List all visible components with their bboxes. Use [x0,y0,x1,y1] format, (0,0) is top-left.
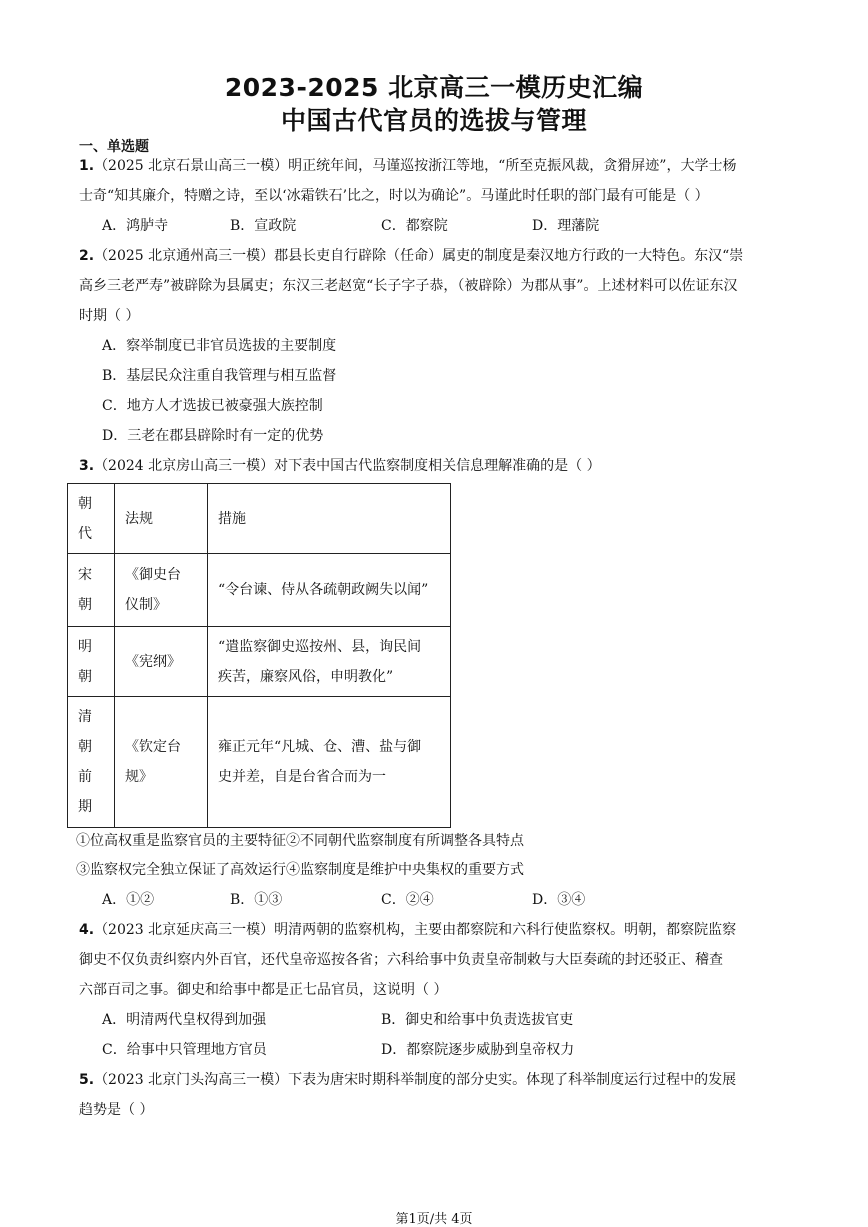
cell-measure: “令台谏、侍从各疏朝政阙失以闻” [208,554,451,627]
document-title-line2: 中国古代官员的选拔与管理 [280,106,587,135]
question-4-number: 4. [79,922,95,938]
q4-option-d: D．都察院逐步威胁到皇帝权力 [381,1042,575,1058]
q1-option-c: C．都察院 [381,218,448,234]
cell-dynasty: 宋 朝 [68,554,115,627]
question-2-number: 2. [79,248,95,264]
cell-law: 《宪纲》 [115,627,208,697]
q2-option-c: C．地方人才选拔已被豪强大族控制 [102,398,323,414]
q1-option-d: D．理藩院 [532,218,600,234]
supervision-table [67,483,451,828]
q2-option-d: D．三老在郡县辟除时有一定的优势 [102,428,324,444]
q4-option-a: A．明清两代皇权得到加强 [102,1012,267,1028]
question-3-statements-1: ①位高权重是监察官员的主要特征②不同朝代监察制度有所调整各具特点 [76,833,524,849]
question-1-number: 1. [79,158,95,174]
question-1-line2: 士奇“知其廉介，特赠之诗，至以‘冰霜铁石’比之，时以为确论”。马谨此时任职的部门最有可能是（ ） [79,188,709,204]
section-heading: 一、单选题 [79,139,149,155]
question-2-line3: 时期（ ） [79,308,140,324]
question-4-line2: 御史不仅负责纠察内外百官，还代皇帝巡按各省；六科给事中负责皇帝制敕与大臣奏疏的封还驳正、稽查 [79,952,723,968]
q2-option-a: A．察举制度已非官员选拔的主要制度 [102,338,337,354]
question-3-statements-2: ③监察权完全独立保证了高效运行④监察制度是维护中央集权的重要方式 [76,862,524,878]
q4-option-b: B．御史和给事中负责选拔官吏 [381,1012,574,1028]
q2-option-b: B．基层民众注重自我管理与相互监督 [102,368,337,384]
q4-option-c: C．给事中只管理地方官员 [102,1042,267,1058]
document-title-line1: 2023-2025 北京高三一模历史汇编 [224,73,644,102]
header-dynasty: 朝 代 [68,484,115,554]
q3-option-c: C．②④ [381,892,434,908]
table-row [68,554,451,627]
q3-option-a: A．①② [102,892,155,908]
table-row [68,627,451,697]
header-measure: 措施 [208,484,451,554]
cell-dynasty: 明 朝 [68,627,115,697]
question-5-line1: 5.（2023 北京门头沟高三一模）下表为唐宋时期科举制度的部分史实。体现了科举制度运行过程中的发展 [79,1072,737,1088]
q1-option-a: A．鸿胪寺 [102,218,169,234]
question-4-line1: 4.（2023 北京延庆高三一模）明清两朝的监察机构，主要由都察院和六科行使监察权。明朝，都察院监察 [79,922,737,938]
question-3-number: 3. [79,458,95,474]
cell-law: 《御史台 仪制》 [115,554,208,627]
header-law: 法规 [115,484,208,554]
q3-option-b: B．①③ [230,892,283,908]
cell-law: 《钦定台 规》 [115,697,208,828]
question-5-number: 5. [79,1072,95,1088]
page-footer: 第1页/共 4页 [395,1212,473,1227]
q1-option-b: B．宣政院 [230,218,297,234]
question-4-line3: 六部百司之事。御史和给事中都是正七品官员，这说明（ ） [79,982,448,998]
question-5-line2: 趋势是（ ） [79,1102,154,1118]
question-3-line1: 3.（2024 北京房山高三一模）对下表中国古代监察制度相关信息理解准确的是（ ） [79,458,601,474]
cell-dynasty: 清 朝 前 期 [68,697,115,828]
table-row [68,697,451,828]
question-2-line2: 高乡三老严寿”被辟除为县属吏；东汉三老赵宽“长子字子恭，（被辟除）为郡从事”。上述材料可以佐证东汉 [79,278,738,294]
question-2-line1: 2.（2025 北京通州高三一模）郡县长吏自行辟除（任命）属吏的制度是秦汉地方行政的一大特色。东汉“崇 [79,248,744,264]
question-1-line1: 1.（2025 北京石景山高三一模）明正统年间，马谨巡按浙江等地，“所至克振风裁，贪猾屏迹”，大学士杨 [79,158,737,174]
cell-measure: 雍正元年“凡城、仓、漕、盐与御 史并差，自是台省合而为一 [208,697,451,828]
cell-measure: “遣监察御史巡按州、县，询民间 疾苦，廉察风俗，申明教化” [208,627,451,697]
table-header-row [68,484,451,554]
q3-option-d: D．③④ [532,892,586,908]
